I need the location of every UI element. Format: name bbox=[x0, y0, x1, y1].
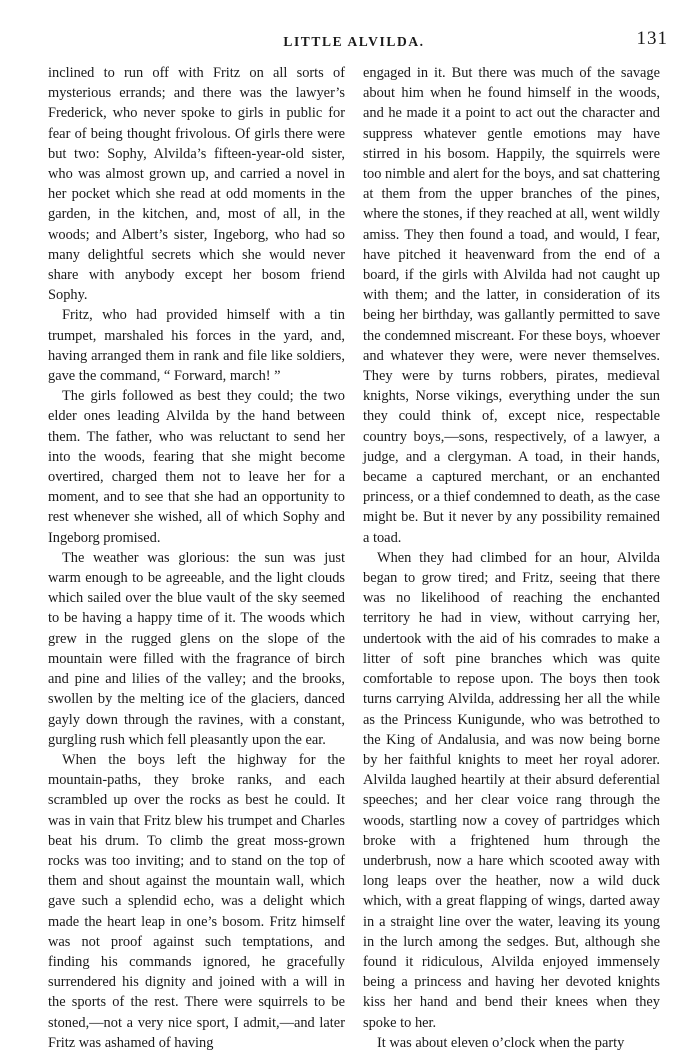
paragraph: It was about eleven o’clock when the party bbox=[377, 1034, 625, 1051]
running-title: LITTLE ALVILDA. bbox=[283, 34, 425, 49]
paragraph: inclined to run off with Fritz on all sorts of mysterious errands; and there was the lawyer’s Frederick, who never spoke to girls in public for fear of being thought frivolous. Of girls there were but two: Sophy, Alvilda’s fifteen-year-old sister, who was almost grown up, and carried a novel in her pocket which she read at odd moments in the garden, in the kitchen, and, most of all, in the woods; and Albert’s sister, Ingeborg, who had so many delightful secrets which she would never share with anybody except her bosom friend Sophy. bbox=[48, 65, 345, 304]
paragraph: engaged in it. But there was much of the savage about him when he found himself in the woods, and he made it a point to act out the character and suppress whatever gentle emotions may have stirred in his bosom. Happily, the squirrels were too nimble and alert for the boys, and sat chattering at them from the upper branches of the pines, where the stones, if they reached at all, went wildly amiss. They then found a toad, and would, I fear, have pitched it heavenward from the end of a board, if the girls with Alvilda had not caught up with them; and the latter, in consideration of its being her birthday, was gallantly permitted to save the condemned miscreant. For these boys, whoever and whatever they were, were never themselves. They were by turns robbers, pirates, medieval knights, Norse vikings, everything under the sun they could think of, except nice, respectable country boys,—sons, respectively, of a lawyer, a judge, and a clergyman. A toad, in their hands, became a captured merchant, or an enchanted princess, or a thief condemned to death, as the case might be. But it never by any possibility remained a toad. bbox=[363, 65, 660, 546]
paragraph: Fritz, who had provided himself with a tin trumpet, marshaled his forces in the yard, and, having arranged them in rank and file like soldiers, gave the command, “ Forward, march! ” bbox=[48, 307, 345, 385]
paragraph: The girls followed as best they could; the two elder ones leading Alvilda by the hand between them. The father, who was reluctant to send her into the woods, fearing that she might become overtired, charged them not to leave her for a moment, and to see that she had an opportunity to rest whenever she wished, all of which Sophy and Ingeborg promised. bbox=[48, 388, 345, 546]
left-column bbox=[48, 63, 345, 1053]
right-column bbox=[363, 63, 660, 1053]
paragraph: When they had climbed for an hour, Alvilda began to grow tired; and Fritz, seeing that there was no likelihood of reaching the enchanted territory he had in view, without carrying her, undertook with the aid of his comrades to make a litter of soft pine branches which was quite comfortable to repose upon. The boys then took turns carrying Alvilda, addressing her all the while as the Princess Kunigunde, who was betrothed to the King of Andalusia, and was now being borne by her faithful knights to meet her royal adorer. Alvilda laughed heartily at their absurd deferential speeches; and her clear voice rang through the woods, startling now a covey of partridges which broke with a frightened hum through the underbrush, now a hare which scooted away with long leaps over the heather, now a wild duck which, with a great flapping of wings, darted away in a straight line over the water, leaving its young in the lurch among the sedges. But, although she found it ridiculous, Alvilda enjoyed immensely being a princess and having her devoted knights kiss her hand and bend their knees when they spoke to her. bbox=[363, 549, 660, 1031]
running-head bbox=[48, 28, 668, 54]
paragraph: When the boys left the highway for the mountain-paths, they broke ranks, and each scrambled up over the rocks as best he could. It was in vain that Fritz blew his trumpet and Charles beat his drum. To climb the great moss-grown rocks was too inviting; and to stand on the top of them and shout against the mountain wall, which gave such a splendid echo, was a delight which made the heart leap in one’s bosom. Fritz himself was not proof against such temptations, and finding his commands ignored, he gracefully surrendered his dignity and joined with a will in the sports of the rest. There were squirrels to be stoned,—not a very nice sport, I admit,—and later Fritz was ashamed of having bbox=[48, 751, 345, 1051]
paragraph: The weather was glorious: the sun was just warm enough to be agreeable, and the light clouds which sailed over the blue vault of the sky seemed to be having a happy time of it. The woods which grew in the rugged glens on the slope of the mountain were filled with the fragrance of birch and pine and lilies of the valley; and the brooks, swollen by the melting ice of the glaciers, danced gayly down through the ravines, with a constant, gurgling rush which fell pleasantly upon the ear. bbox=[48, 549, 345, 748]
page-number: 131 bbox=[636, 28, 668, 49]
